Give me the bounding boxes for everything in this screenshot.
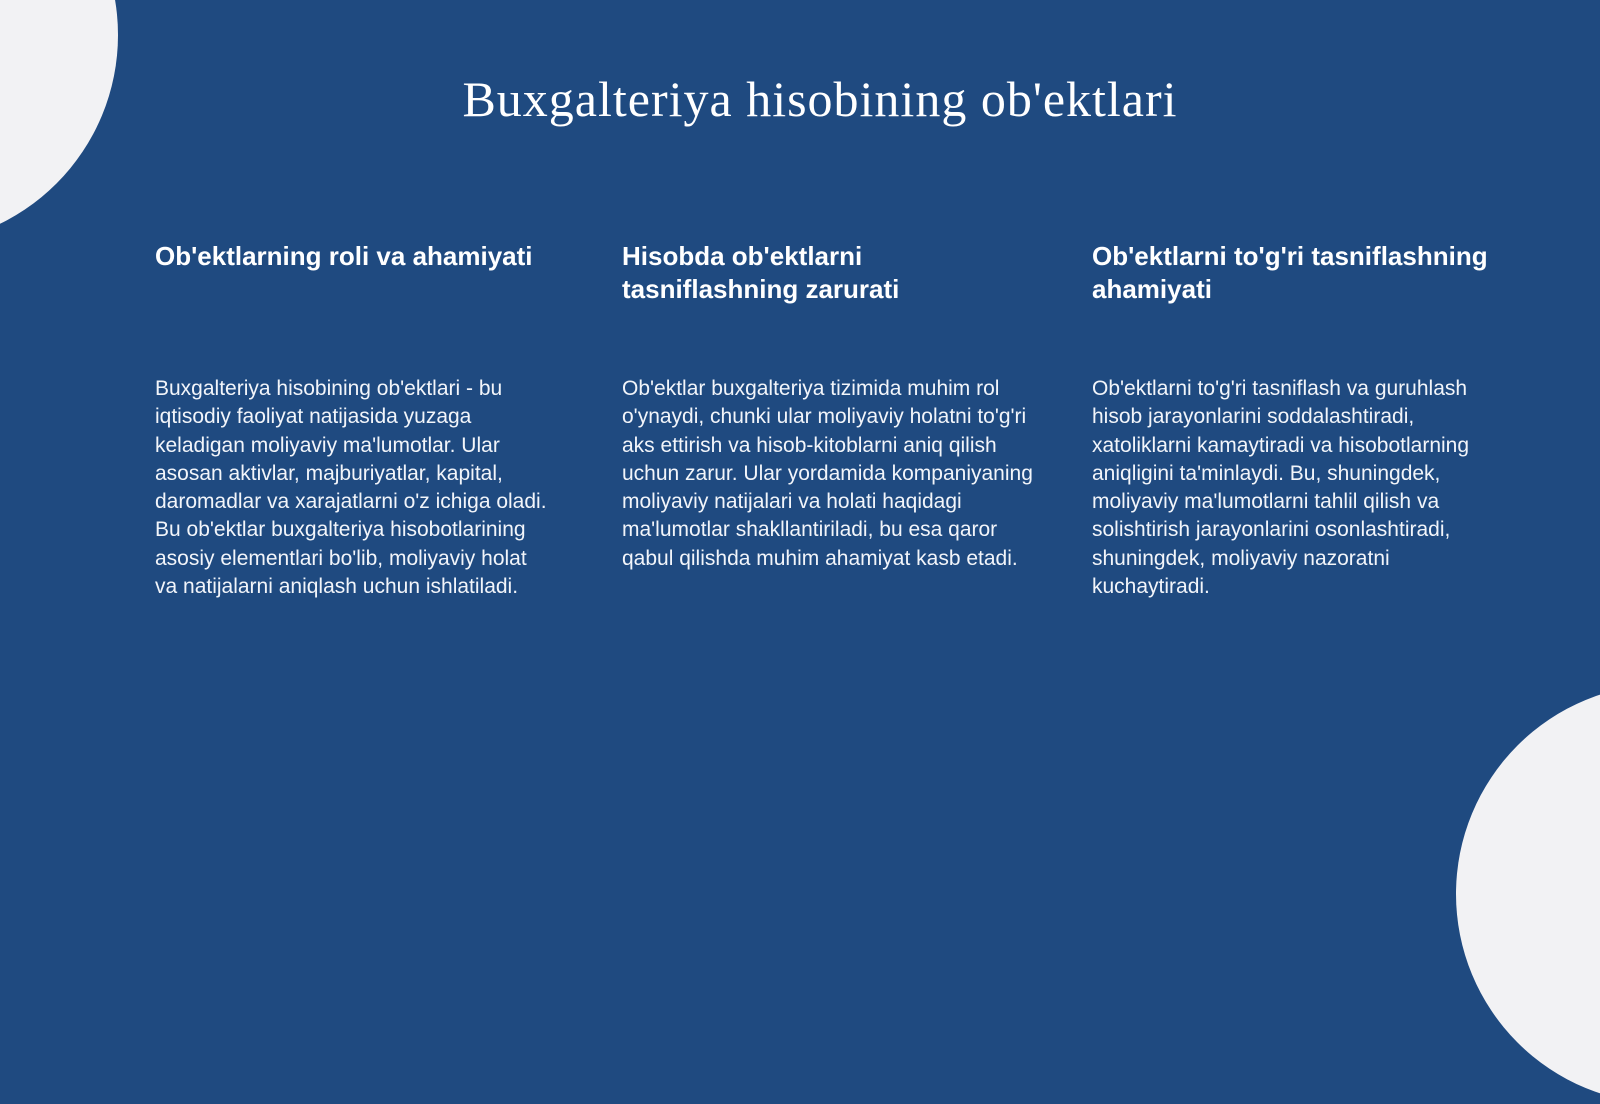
column-correct-classification	[1092, 240, 1492, 601]
column-body: Ob'ektlar buxgalteriya tizimida muhim rol o'ynaydi, chunki ular moliyaviy holatni to'g'ri aks ettirish va hisob-kitoblarni aniq qilish uchun zarur. Ular yordamida kompaniyaning moliyaviy natijalari va holati haqidagi ma'lumotlar shakllantiriladi, bu esa qaror qabul qilishda muhim ahamiyat kasb etadi.	[622, 377, 1033, 570]
column-heading: Ob'ektlarni to'g'ri tasniflashning ahamiyati	[1092, 241, 1488, 304]
column-classification-need	[622, 240, 1042, 573]
corner-circle-decoration-bottom-right	[1456, 684, 1600, 1104]
column-body: Ob'ektlarni to'g'ri tasniflash va guruhlash hisob jarayonlarini soddalashtiradi, xatoliklarni kamaytiradi va hisobotlarning aniqligini ta'minlaydi. Bu, shuningdek, moliyaviy ma'lumotlarni tahlil qilish va solishtirish jarayonlarini osonlashtiradi, shuningdek, moliyaviy nazoratni kuchaytiradi.	[1092, 377, 1470, 599]
column-roles-importance	[155, 240, 550, 601]
column-heading: Hisobda ob'ektlarni tasniflashning zarurati	[622, 241, 900, 304]
column-heading: Ob'ektlarning roli va ahamiyati	[155, 241, 533, 271]
column-body: Buxgalteriya hisobining ob'ektlari - bu iqtisodiy faoliyat natijasida yuzaga keladigan moliyaviy ma'lumotlar. Ular asosan aktivlar, majburiyatlar, kapital, daromadlar va xarajatlarni o'z ichiga oladi. Bu ob'ektlar buxgalteriya hisobotlarining asosiy elementlari bo'lib, moliyaviy holat va natijalarni aniqlash uchun ishlatiladi.	[155, 377, 547, 599]
slide-title: Buxgalteriya hisobining ob'ektlari	[462, 71, 1178, 127]
